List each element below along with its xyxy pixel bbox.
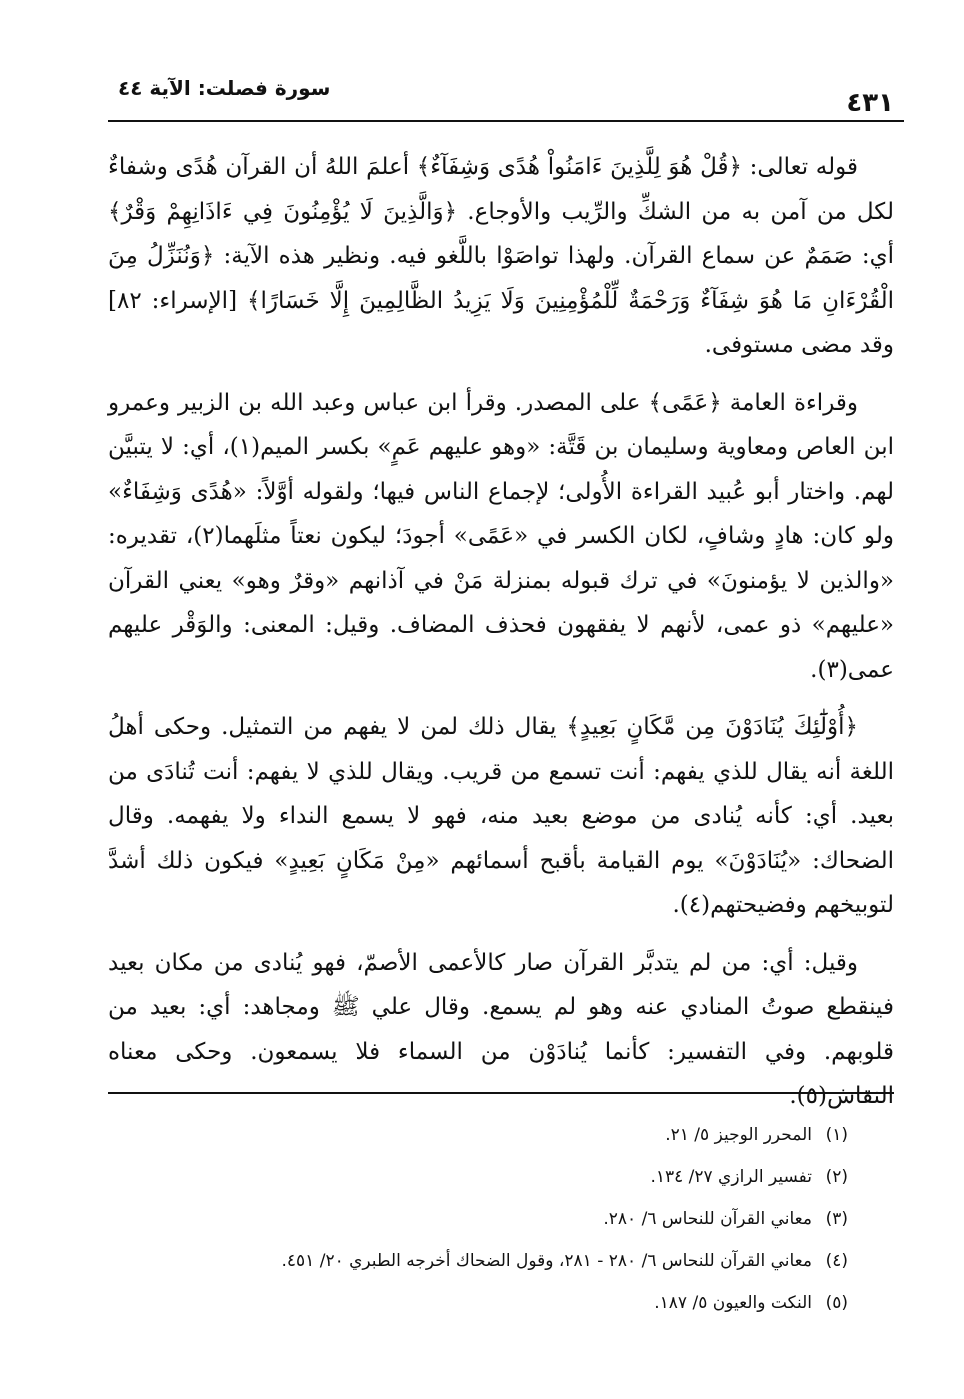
footnote xyxy=(108,1282,894,1324)
page-number: ٤٣١ xyxy=(846,88,894,118)
footnotes xyxy=(108,1092,894,1324)
footnote-number: (٥) xyxy=(825,1293,848,1313)
running-title: سورة فصلت: الآية ٤٤ xyxy=(118,76,331,100)
footnote xyxy=(108,1198,894,1240)
footnote-text: النكت والعيون ٥/ ١٨٧. xyxy=(654,1293,812,1313)
footnote-number: (٢) xyxy=(825,1167,848,1187)
paragraph: ﴿أُوْلَٰٓئِكَ يُنَادَوْنَ مِن مَّكَانٍ بَعِيدٍ﴾ يقال ذلك لمن لا يفهم من التمثيل. وحكى أهلُ اللغة أنه يقال للذي يفهم: أنت تسمع من قريب. ويقال للذي لا يفهم: أنت تُنادَى من بعيد. أي: كأنه يُنادى من موضع بعيد منه، فهو لا يسمع النداء ولا يفهمه. وقال الضحاك: «يُنَادَوْنَ» يوم القيامة بأقبح أسمائهم «مِنْ مَكَانٍ بَعِيدٍ» فيكون ذلك أشدَّ لتوبيخهم وفضيحتهم(٤). xyxy=(108,714,894,918)
footnote xyxy=(108,1114,894,1156)
paragraph: وقيل: أي: من لم يتدبَّر القرآن صار كالأعمى الأصمّ، فهو يُنادى من مكان بعيد فينقطع صوتُ المنادي عنه وهو لم يسمع. وقال علي ﷺ ومجاهد: أي: بعيد من قلوبهم. وفي التفسير: كأنما يُنادَوْن من السماء فلا يسمعون. وحكى معناه النقاش(٥). xyxy=(108,949,894,1109)
main-text xyxy=(108,145,894,1132)
paragraph: قوله تعالى: ﴿قُلْ هُوَ لِلَّذِينَ ءَامَنُواْ هُدًى وَشِفَآءٌ﴾ أعلمَ اللهُ أن القرآن هُدًى وشفاءٌ لكل من آمن به من الشكِّ والرِّيب والأوجاع. ﴿وَالَّذِينَ لَا يُؤْمِنُونَ فِي ءَاذَانِهِمْ وَقْرٌ﴾ أي: صَمَمٌ عن سماع القرآن. ولهذا تواصَوْا باللَّغو فيه. ونظير هذه الآية: ﴿وَنُنَزِّلُ مِنَ الْقُرْءَانِ مَا هُوَ شِفَآءٌ وَرَحْمَةٌ لِّلْمُؤْمِنِينَ وَلَا يَزِيدُ الظَّالِمِينَ إِلَّا خَسَارًا﴾ [الإسراء: ٨٢] وقد مضى مستوفى. xyxy=(108,154,894,358)
footnote xyxy=(108,1156,894,1198)
footnote-text: تفسير الرازي ٢٧/ ١٣٤. xyxy=(650,1167,812,1187)
footnote-text: معاني القرآن للنحاس ٦/ ٢٨٠ - ٢٨١، وقول الضحاك أخرجه الطبري ٢٠/ ٤٥١. xyxy=(281,1251,812,1271)
paragraph: وقراءة العامة ﴿عَمًى﴾ على المصدر. وقرأ ابن عباس وعبد الله بن الزبير وعمرو ابن العاص ومعاوية وسليمان بن قَتَّة: «وهو عليهم عَمٍ» بكسر الميم(١)، أي: لا يتبيَّن لهم. واختار أبو عُبيد القراءة الأُولى؛ لإجماع الناس فيها؛ ولقوله أوَّلاً: «هُدًى وَشِفَاءٌ» ولو كان: هادٍ وشافٍ، لكان الكسر في «عَمًى» أجودَ؛ ليكون نعتاً مثلَهما(٢)، تقديره: «والذين لا يؤمنونَ» في ترك قبوله بمنزلة مَنْ في آذانهم «وقرٌ وهو» يعني القرآن «عليهم» ذو عمى، لأنهم لا يفقهون فحذف المضاف. وقيل: المعنى: والوَقْر عليهم عمى(٣). xyxy=(108,389,894,683)
footnote-number: (٣) xyxy=(825,1209,848,1229)
footnote-text: المحرر الوجيز ٥/ ٢١. xyxy=(665,1125,812,1145)
page-header xyxy=(108,70,904,122)
footnote xyxy=(108,1240,894,1282)
footnote-text: معاني القرآن للنحاس ٦/ ٢٨٠. xyxy=(603,1209,812,1229)
footnote-number: (١) xyxy=(825,1125,848,1145)
footnote-number: (٤) xyxy=(825,1251,848,1271)
